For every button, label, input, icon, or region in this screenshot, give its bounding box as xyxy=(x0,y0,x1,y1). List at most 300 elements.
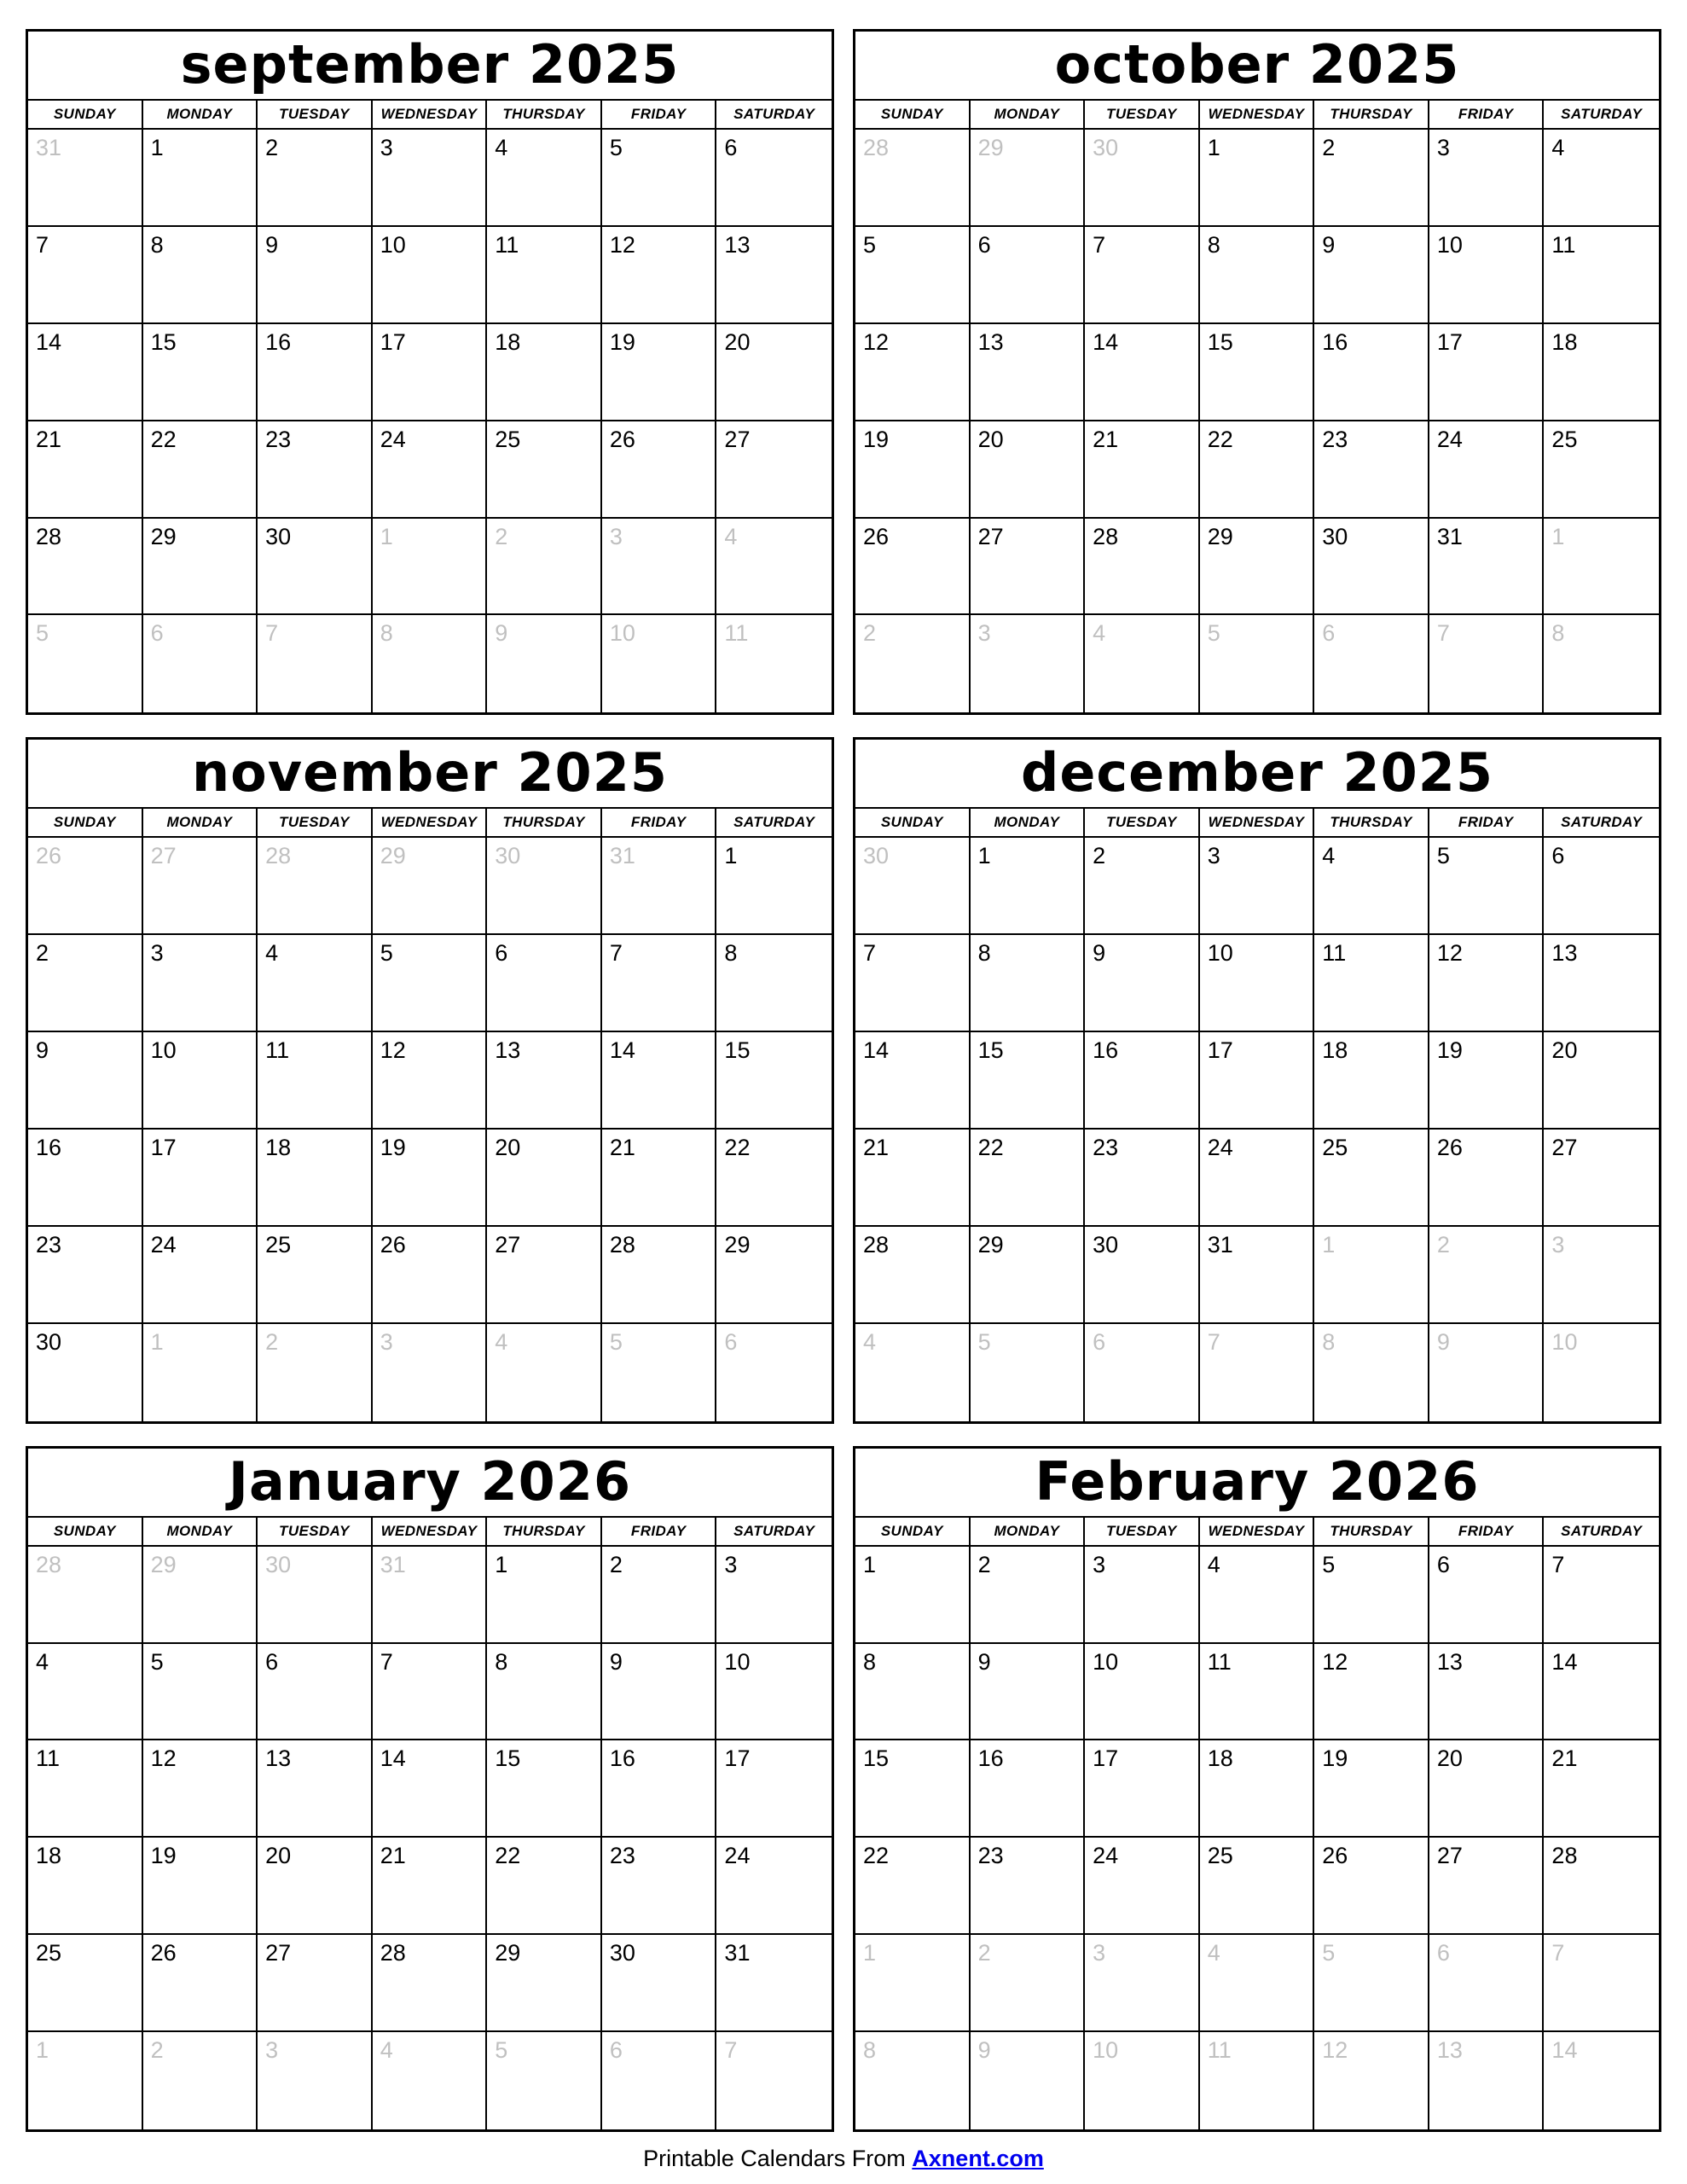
day-cell[interactable]: 24 xyxy=(143,1227,258,1322)
day-cell[interactable]: 30 xyxy=(258,519,373,614)
day-cell-adjacent-month[interactable]: 8 xyxy=(1314,1324,1429,1421)
day-cell-adjacent-month[interactable]: 8 xyxy=(1551,620,1565,647)
day-cell[interactable]: 2 xyxy=(602,1547,717,1642)
day-cell-adjacent-month[interactable]: 10 xyxy=(1085,2032,1200,2129)
day-cell[interactable]: 27 xyxy=(971,519,1086,614)
day-cell[interactable]: 1 xyxy=(143,130,258,225)
day-cell[interactable]: 10 xyxy=(373,227,488,322)
day-cell[interactable]: 25 xyxy=(28,1935,143,2030)
day-cell[interactable]: 22 xyxy=(143,421,258,517)
day-cell-adjacent-month[interactable]: 6 xyxy=(143,615,258,712)
day-cell[interactable]: 19 xyxy=(1314,1740,1429,1836)
day-cell[interactable]: 16 xyxy=(602,1740,717,1836)
day-cell[interactable]: 1 xyxy=(1200,130,1315,225)
day-cell[interactable]: 17 xyxy=(373,324,488,420)
day-cell[interactable]: 28 xyxy=(855,1227,971,1322)
day-cell-adjacent-month[interactable]: 30 xyxy=(855,838,971,933)
weeks-container xyxy=(855,1547,1659,2129)
day-cell[interactable]: 12 xyxy=(1429,935,1545,1031)
day-cell[interactable]: 10 xyxy=(724,1648,751,1675)
day-cell[interactable]: 14 xyxy=(1085,324,1200,420)
weekday-header: TUESDAY xyxy=(1085,101,1200,128)
weekday-header: SATURDAY xyxy=(733,814,815,831)
week-row xyxy=(28,1644,832,1741)
day-cell[interactable]: 10 xyxy=(143,1032,258,1128)
day-cell[interactable]: 29 xyxy=(971,1227,1086,1322)
day-cell[interactable]: 25 xyxy=(1314,1130,1429,1225)
day-cell[interactable]: 23 xyxy=(1314,421,1429,517)
day-cell[interactable]: 2 xyxy=(971,1547,1086,1642)
day-cell-adjacent-month[interactable]: 5 xyxy=(487,2032,602,2129)
day-cell-adjacent-month[interactable]: 30 xyxy=(487,838,602,933)
day-cell[interactable]: 20 xyxy=(971,421,1086,517)
day-cell[interactable]: 27 xyxy=(258,1935,373,2030)
day-cell[interactable]: 13 xyxy=(724,231,751,258)
day-cell-adjacent-month[interactable]: 28 xyxy=(258,838,373,933)
day-cell[interactable]: 31 xyxy=(1429,519,1545,614)
day-cell[interactable]: 3 xyxy=(724,1551,738,1577)
day-cell[interactable]: 2 xyxy=(28,935,143,1031)
day-cell[interactable]: 26 xyxy=(602,421,717,517)
day-cell-adjacent-month[interactable]: 29 xyxy=(373,838,488,933)
day-cell[interactable]: 17 xyxy=(143,1130,258,1225)
day-cell[interactable]: 4 xyxy=(28,1644,143,1740)
day-cell[interactable]: 6 xyxy=(1551,843,1565,869)
day-cell-adjacent-month[interactable]: 13 xyxy=(1429,2032,1545,2129)
day-cell[interactable]: 21 xyxy=(373,1838,488,1933)
week-row xyxy=(28,615,832,712)
day-cell[interactable]: 30 xyxy=(28,1324,143,1421)
day-cell[interactable]: 15 xyxy=(971,1032,1086,1128)
day-cell[interactable]: 23 xyxy=(28,1227,143,1322)
day-cell[interactable]: 7 xyxy=(373,1644,488,1740)
day-cell[interactable]: 15 xyxy=(143,324,258,420)
day-cell[interactable]: 3 xyxy=(143,935,258,1031)
week-row xyxy=(28,1227,832,1324)
day-cell[interactable]: 7 xyxy=(855,935,971,1031)
weekday-header: WEDNESDAY xyxy=(373,809,488,836)
day-cell[interactable]: 20 xyxy=(1551,1037,1578,1064)
day-cell[interactable]: 30 xyxy=(602,1935,717,2030)
weekday-header: THURSDAY xyxy=(1314,809,1429,836)
day-cell-adjacent-month[interactable]: 3 xyxy=(971,615,1086,712)
day-cell[interactable]: 6 xyxy=(971,227,1086,322)
week-row xyxy=(855,2032,1659,2129)
weeks-container xyxy=(855,838,1659,1420)
day-cell[interactable]: 21 xyxy=(1551,1745,1578,1772)
day-cell[interactable]: 8 xyxy=(724,940,738,967)
day-cell[interactable]: 12 xyxy=(855,324,971,420)
day-cell[interactable]: 9 xyxy=(1314,227,1429,322)
weeks-container xyxy=(28,838,832,1420)
week-row xyxy=(28,421,832,519)
day-cell[interactable]: 13 xyxy=(1429,1644,1545,1740)
day-cell[interactable]: 28 xyxy=(373,1935,488,2030)
day-cell[interactable]: 15 xyxy=(1200,324,1315,420)
day-cell[interactable]: 11 xyxy=(487,227,602,322)
week-row xyxy=(28,1130,832,1227)
day-cell[interactable]: 25 xyxy=(1200,1838,1315,1933)
day-cell[interactable]: 18 xyxy=(1314,1032,1429,1128)
day-cell[interactable]: 8 xyxy=(855,1644,971,1740)
day-cell-adjacent-month[interactable]: 6 xyxy=(1314,615,1429,712)
day-cell[interactable]: 11 xyxy=(28,1740,143,1836)
day-cell-adjacent-month[interactable]: 28 xyxy=(28,1547,143,1642)
day-cell[interactable]: 5 xyxy=(143,1644,258,1740)
day-cell[interactable]: 16 xyxy=(1314,324,1429,420)
day-cell[interactable]: 5 xyxy=(1314,1547,1429,1642)
day-cell-adjacent-month[interactable]: 29 xyxy=(143,1547,258,1642)
day-cell[interactable]: 7 xyxy=(1551,1551,1565,1577)
day-cell-adjacent-month[interactable]: 9 xyxy=(971,2032,1086,2129)
week-row xyxy=(28,1935,832,2032)
day-cell-adjacent-month[interactable]: 30 xyxy=(1085,130,1200,225)
day-cell-adjacent-month[interactable]: 5 xyxy=(602,1324,717,1421)
day-cell-adjacent-month[interactable]: 4 xyxy=(1085,615,1200,712)
day-cell-adjacent-month[interactable]: 7 xyxy=(1429,615,1545,712)
day-cell[interactable]: 19 xyxy=(143,1838,258,1933)
day-cell[interactable]: 9 xyxy=(1085,935,1200,1031)
weeks-container xyxy=(28,1547,832,2129)
day-cell-adjacent-month[interactable]: 5 xyxy=(1200,615,1315,712)
day-cell-adjacent-month[interactable]: 2 xyxy=(1429,1227,1545,1322)
day-cell[interactable]: 22 xyxy=(855,1838,971,1933)
day-cell[interactable]: 14 xyxy=(602,1032,717,1128)
day-cell[interactable]: 4 xyxy=(1551,134,1565,160)
day-cell[interactable]: 27 xyxy=(724,426,751,452)
day-cell[interactable]: 24 xyxy=(1200,1130,1315,1225)
day-cell[interactable]: 25 xyxy=(487,421,602,517)
day-cell[interactable]: 9 xyxy=(971,1644,1086,1740)
day-cell[interactable]: 3 xyxy=(1200,838,1315,933)
day-cell[interactable]: 6 xyxy=(258,1644,373,1740)
day-cell-adjacent-month[interactable]: 1 xyxy=(143,1324,258,1421)
day-cell-adjacent-month[interactable]: 10 xyxy=(1551,1328,1578,1355)
day-cell[interactable]: 27 xyxy=(1551,1134,1578,1160)
month-title: october 2025 xyxy=(1054,33,1460,96)
weekday-header-row xyxy=(855,1516,1659,1547)
day-cell[interactable]: 13 xyxy=(258,1740,373,1836)
day-cell[interactable]: 24 xyxy=(373,421,488,517)
day-cell[interactable]: 28 xyxy=(1551,1843,1578,1869)
day-cell-adjacent-month[interactable]: 8 xyxy=(855,2032,971,2129)
day-cell[interactable]: 12 xyxy=(602,227,717,322)
day-cell[interactable]: 2 xyxy=(258,130,373,225)
day-cell[interactable]: 22 xyxy=(487,1838,602,1933)
footer-text: Printable Calendars From xyxy=(643,2146,913,2171)
day-cell-adjacent-month[interactable]: 2 xyxy=(855,615,971,712)
day-cell[interactable]: 20 xyxy=(1429,1740,1545,1836)
day-cell-adjacent-month[interactable]: 6 xyxy=(602,2032,717,2129)
day-cell-adjacent-month[interactable]: 7 xyxy=(258,615,373,712)
day-cell[interactable]: 15 xyxy=(724,1037,751,1064)
day-cell[interactable]: 9 xyxy=(28,1032,143,1128)
day-cell[interactable]: 16 xyxy=(971,1740,1086,1836)
day-cell[interactable]: 12 xyxy=(1314,1644,1429,1740)
day-cell[interactable]: 21 xyxy=(855,1130,971,1225)
week-row xyxy=(855,1227,1659,1324)
day-cell[interactable]: 24 xyxy=(1429,421,1545,517)
day-cell-adjacent-month[interactable]: 5 xyxy=(28,615,143,712)
day-cell-adjacent-month[interactable]: 3 xyxy=(602,519,717,614)
day-cell[interactable]: 30 xyxy=(1314,519,1429,614)
day-cell[interactable]: 11 xyxy=(1200,1644,1315,1740)
day-cell[interactable]: 23 xyxy=(602,1838,717,1933)
day-cell[interactable]: 25 xyxy=(258,1227,373,1322)
day-cell[interactable]: 7 xyxy=(28,227,143,322)
day-cell-adjacent-month[interactable]: 6 xyxy=(724,1328,738,1355)
day-cell-adjacent-month[interactable]: 2 xyxy=(258,1324,373,1421)
day-cell[interactable]: 24 xyxy=(724,1843,751,1869)
day-cell-adjacent-month[interactable]: 28 xyxy=(855,130,971,225)
day-cell-adjacent-month[interactable]: 3 xyxy=(373,1324,488,1421)
month-block xyxy=(26,737,834,1423)
day-cell-adjacent-month[interactable]: 6 xyxy=(1085,1324,1200,1421)
day-cell[interactable]: 25 xyxy=(1551,426,1578,452)
day-cell[interactable]: 10 xyxy=(1200,935,1315,1031)
day-cell[interactable]: 24 xyxy=(1085,1838,1200,1933)
day-cell-adjacent-month[interactable]: 12 xyxy=(1314,2032,1429,2129)
day-cell[interactable]: 31 xyxy=(1200,1227,1315,1322)
day-cell-adjacent-month[interactable]: 29 xyxy=(971,130,1086,225)
day-cell[interactable]: 19 xyxy=(1429,1032,1545,1128)
day-cell[interactable]: 20 xyxy=(724,328,751,355)
day-cell[interactable]: 18 xyxy=(1200,1740,1315,1836)
day-cell[interactable]: 5 xyxy=(602,130,717,225)
weekday-header: MONDAY xyxy=(971,809,1086,836)
day-cell-adjacent-month[interactable]: 4 xyxy=(1200,1935,1315,2030)
day-cell-adjacent-month[interactable]: 4 xyxy=(373,2032,488,2129)
day-cell[interactable]: 3 xyxy=(1085,1547,1200,1642)
day-cell[interactable]: 26 xyxy=(855,519,971,614)
day-cell[interactable]: 5 xyxy=(1429,838,1545,933)
day-cell-adjacent-month[interactable]: 2 xyxy=(971,1935,1086,2030)
day-cell[interactable]: 14 xyxy=(855,1032,971,1128)
day-cell[interactable]: 19 xyxy=(855,421,971,517)
day-cell-adjacent-month[interactable]: 10 xyxy=(602,615,717,712)
week-row xyxy=(28,324,832,421)
day-cell[interactable]: 18 xyxy=(28,1838,143,1933)
day-cell-adjacent-month[interactable]: 1 xyxy=(855,1935,971,2030)
day-cell[interactable]: 13 xyxy=(1551,940,1578,967)
day-cell[interactable]: 15 xyxy=(487,1740,602,1836)
day-cell[interactable]: 14 xyxy=(1551,1648,1578,1675)
weekday-header: TUESDAY xyxy=(258,809,373,836)
day-cell[interactable]: 27 xyxy=(1429,1838,1545,1933)
day-cell[interactable]: 18 xyxy=(1551,328,1578,355)
day-cell[interactable]: 26 xyxy=(143,1935,258,2030)
day-cell-adjacent-month[interactable]: 1 xyxy=(373,519,488,614)
month-block xyxy=(26,29,834,715)
day-cell-adjacent-month[interactable]: 9 xyxy=(487,615,602,712)
day-cell-adjacent-month[interactable]: 4 xyxy=(724,523,738,549)
day-cell[interactable]: 21 xyxy=(28,421,143,517)
day-cell[interactable]: 30 xyxy=(1085,1227,1200,1322)
day-cell[interactable]: 6 xyxy=(724,134,738,160)
day-cell-adjacent-month[interactable]: 2 xyxy=(487,519,602,614)
day-cell[interactable]: 14 xyxy=(28,324,143,420)
day-cell[interactable]: 5 xyxy=(373,935,488,1031)
day-cell[interactable]: 6 xyxy=(1429,1547,1545,1642)
day-cell[interactable]: 16 xyxy=(258,324,373,420)
day-cell[interactable]: 1 xyxy=(971,838,1086,933)
day-cell[interactable]: 1 xyxy=(724,843,738,869)
day-cell[interactable]: 23 xyxy=(1085,1130,1200,1225)
weekday-header: TUESDAY xyxy=(1085,1518,1200,1545)
week-row xyxy=(28,227,832,324)
day-cell-adjacent-month[interactable]: 11 xyxy=(724,620,749,647)
day-cell[interactable]: 3 xyxy=(373,130,488,225)
day-cell[interactable]: 17 xyxy=(1200,1032,1315,1128)
day-cell-adjacent-month[interactable]: 1 xyxy=(28,2032,143,2129)
day-cell[interactable]: 15 xyxy=(855,1740,971,1836)
day-cell-adjacent-month[interactable]: 31 xyxy=(28,130,143,225)
day-cell[interactable]: 17 xyxy=(1429,324,1545,420)
weekday-header-row xyxy=(28,1516,832,1547)
day-cell[interactable]: 21 xyxy=(1085,421,1200,517)
day-cell-adjacent-month[interactable]: 7 xyxy=(724,2037,738,2064)
day-cell[interactable]: 8 xyxy=(971,935,1086,1031)
day-cell[interactable]: 10 xyxy=(1429,227,1545,322)
day-cell[interactable]: 11 xyxy=(258,1032,373,1128)
day-cell[interactable]: 7 xyxy=(602,935,717,1031)
day-cell-adjacent-month[interactable]: 30 xyxy=(258,1547,373,1642)
day-cell-adjacent-month[interactable]: 27 xyxy=(143,838,258,933)
day-cell[interactable]: 28 xyxy=(28,519,143,614)
day-cell-adjacent-month[interactable]: 1 xyxy=(1551,523,1565,549)
day-cell[interactable]: 9 xyxy=(602,1644,717,1740)
day-cell[interactable]: 6 xyxy=(487,935,602,1031)
week-row xyxy=(28,838,832,935)
day-cell[interactable]: 22 xyxy=(971,1130,1086,1225)
day-cell[interactable]: 13 xyxy=(971,324,1086,420)
day-cell-adjacent-month[interactable]: 5 xyxy=(1314,1935,1429,2030)
weekday-header: SUNDAY xyxy=(855,101,971,128)
week-row xyxy=(855,1547,1659,1644)
day-cell[interactable]: 29 xyxy=(724,1231,751,1258)
day-cell[interactable]: 11 xyxy=(1314,935,1429,1031)
week-row xyxy=(855,1644,1659,1741)
day-cell[interactable]: 22 xyxy=(724,1134,751,1160)
day-cell[interactable]: 29 xyxy=(1200,519,1315,614)
day-cell[interactable]: 1 xyxy=(487,1547,602,1642)
weekday-header: THURSDAY xyxy=(487,101,602,128)
day-cell-adjacent-month[interactable]: 3 xyxy=(258,2032,373,2129)
day-cell[interactable]: 1 xyxy=(855,1547,971,1642)
day-cell[interactable]: 11 xyxy=(1551,231,1576,258)
day-cell[interactable]: 21 xyxy=(602,1130,717,1225)
day-cell-adjacent-month[interactable]: 26 xyxy=(28,838,143,933)
day-cell-adjacent-month[interactable]: 31 xyxy=(373,1547,488,1642)
day-cell[interactable]: 9 xyxy=(258,227,373,322)
day-cell-adjacent-month[interactable]: 6 xyxy=(1429,1935,1545,2030)
day-cell-adjacent-month[interactable]: 4 xyxy=(487,1324,602,1421)
weekday-header: THURSDAY xyxy=(487,1518,602,1545)
week-row xyxy=(28,1740,832,1838)
day-cell[interactable]: 16 xyxy=(28,1130,143,1225)
day-cell[interactable]: 23 xyxy=(971,1838,1086,1933)
day-cell-adjacent-month[interactable]: 11 xyxy=(1200,2032,1315,2129)
day-cell[interactable]: 13 xyxy=(487,1032,602,1128)
day-cell[interactable]: 2 xyxy=(1085,838,1200,933)
day-cell[interactable]: 8 xyxy=(487,1644,602,1740)
day-cell[interactable]: 7 xyxy=(1085,227,1200,322)
day-cell[interactable]: 16 xyxy=(1085,1032,1200,1128)
day-cell[interactable]: 26 xyxy=(1429,1130,1545,1225)
week-row xyxy=(28,2032,832,2129)
day-cell[interactable]: 19 xyxy=(602,324,717,420)
weekday-header-row xyxy=(855,99,1659,130)
day-cell[interactable]: 19 xyxy=(373,1130,488,1225)
day-cell[interactable]: 27 xyxy=(487,1227,602,1322)
weekday-header: FRIDAY xyxy=(602,1518,717,1545)
day-cell[interactable]: 12 xyxy=(143,1740,258,1836)
day-cell-adjacent-month[interactable]: 14 xyxy=(1551,2037,1578,2064)
day-cell[interactable]: 29 xyxy=(143,519,258,614)
week-row xyxy=(855,838,1659,935)
day-cell-adjacent-month[interactable]: 1 xyxy=(1314,1227,1429,1322)
day-cell-adjacent-month[interactable]: 5 xyxy=(971,1324,1086,1421)
day-cell-adjacent-month[interactable]: 31 xyxy=(602,838,717,933)
day-cell[interactable]: 4 xyxy=(1200,1547,1315,1642)
day-cell-adjacent-month[interactable]: 2 xyxy=(143,2032,258,2129)
day-cell[interactable]: 20 xyxy=(487,1130,602,1225)
day-cell[interactable]: 28 xyxy=(602,1227,717,1322)
month-title: november 2025 xyxy=(192,741,668,804)
weekday-header: SATURDAY xyxy=(733,1522,815,1539)
day-cell-adjacent-month[interactable]: 3 xyxy=(1085,1935,1200,2030)
week-row xyxy=(28,130,832,227)
day-cell[interactable]: 4 xyxy=(1314,838,1429,933)
day-cell[interactable]: 14 xyxy=(373,1740,488,1836)
day-cell[interactable]: 10 xyxy=(1085,1644,1200,1740)
day-cell[interactable]: 3 xyxy=(1429,130,1545,225)
page-footer xyxy=(26,2132,1661,2184)
day-cell[interactable]: 23 xyxy=(258,421,373,517)
day-cell[interactable]: 18 xyxy=(487,324,602,420)
month-title: January 2026 xyxy=(228,1449,632,1513)
day-cell-adjacent-month[interactable]: 4 xyxy=(855,1324,971,1421)
day-cell[interactable]: 18 xyxy=(258,1130,373,1225)
day-cell[interactable]: 29 xyxy=(487,1935,602,2030)
day-cell-adjacent-month[interactable]: 3 xyxy=(1551,1231,1565,1258)
week-row xyxy=(28,519,832,616)
day-cell[interactable]: 26 xyxy=(1314,1838,1429,1933)
day-cell[interactable]: 28 xyxy=(1085,519,1200,614)
day-cell-adjacent-month[interactable]: 7 xyxy=(1551,1940,1565,1966)
day-cell-adjacent-month[interactable]: 9 xyxy=(1429,1324,1545,1421)
day-cell[interactable]: 17 xyxy=(1085,1740,1200,1836)
day-cell[interactable]: 12 xyxy=(373,1032,488,1128)
day-cell[interactable]: 31 xyxy=(724,1940,751,1966)
day-cell[interactable]: 20 xyxy=(258,1838,373,1933)
day-cell[interactable]: 2 xyxy=(1314,130,1429,225)
day-cell[interactable]: 4 xyxy=(258,935,373,1031)
day-cell[interactable]: 17 xyxy=(724,1745,751,1772)
day-cell[interactable]: 8 xyxy=(1200,227,1315,322)
day-cell[interactable]: 4 xyxy=(487,130,602,225)
day-cell-adjacent-month[interactable]: 8 xyxy=(373,615,488,712)
day-cell[interactable]: 8 xyxy=(143,227,258,322)
day-cell[interactable]: 26 xyxy=(373,1227,488,1322)
day-cell[interactable]: 22 xyxy=(1200,421,1315,517)
day-cell[interactable]: 5 xyxy=(855,227,971,322)
weekday-header: MONDAY xyxy=(143,101,258,128)
footer-brand-link[interactable]: Axnent.com xyxy=(912,2146,1044,2171)
weekday-header-row xyxy=(855,807,1659,838)
weekday-header: MONDAY xyxy=(143,1518,258,1545)
day-cell-adjacent-month[interactable]: 7 xyxy=(1200,1324,1315,1421)
